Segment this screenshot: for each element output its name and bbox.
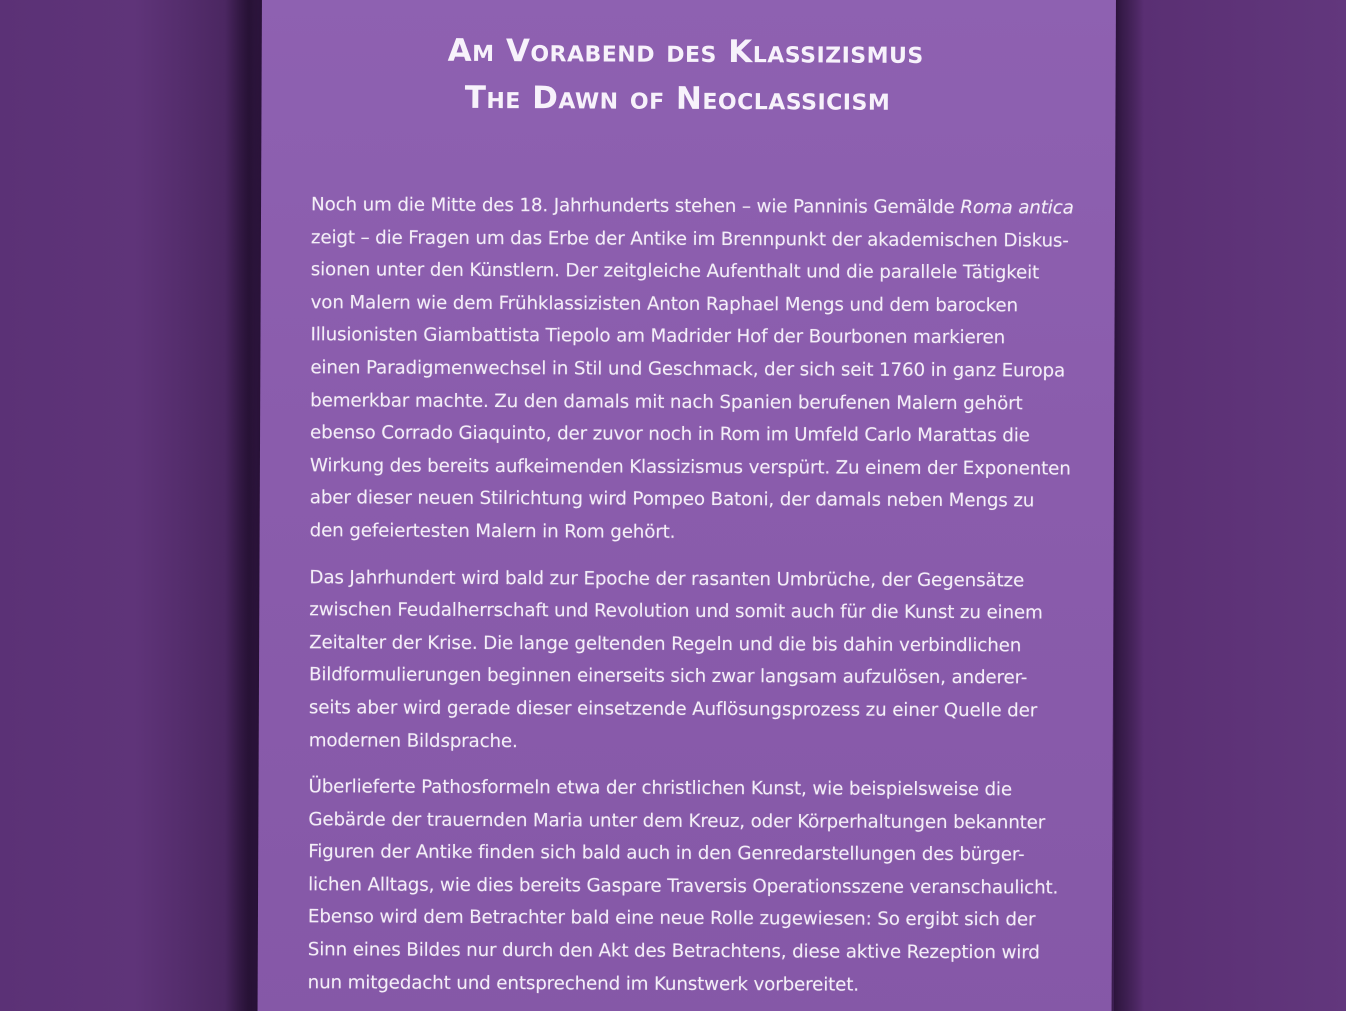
text-segment: Noch um die Mitte des 18. Jahrhunderts stehen – wie Panninis Gemälde bbox=[311, 194, 961, 219]
text-line: Ebenso wird dem Betrachter bald eine neue Rolle zugewiesen: So ergibt sich der bbox=[307, 906, 1036, 931]
paragraph-2 bbox=[309, 562, 1070, 761]
sign-titles bbox=[261, 30, 1115, 121]
text-line: sionen unter den Künstlern. Der zeitgleiche Aufenthalt und die parallele Tätigkeit bbox=[310, 259, 1040, 284]
text-line: zwischen Feudalherrschaft und Revolution und somit auch für die Kunst zu einem bbox=[309, 599, 1043, 624]
text-line: ebenso Corrado Giaquinto, der zuvor noch in Rom im Umfeld Carlo Marattas die bbox=[310, 422, 1030, 447]
text-line bbox=[311, 189, 1074, 225]
paragraph-3 bbox=[308, 771, 1069, 1002]
text-line: Wirkung des bereits aufkeimenden Klassizismus verspürt. Zu einem der Exponenten bbox=[309, 454, 1071, 480]
artwork-title: Roma antica bbox=[960, 197, 1074, 219]
text-line: zeigt – die Fragen um das Erbe der Antike im Brennpunkt der akademischen Diskus- bbox=[310, 226, 1069, 252]
text-line: bemerkbar machte. Zu den damals mit nach Spanien berufenen Malern gehört bbox=[310, 389, 1023, 414]
text-line: den gefeiertesten Malern in Rom gehört. bbox=[309, 520, 676, 543]
text-line: Sinn eines Bildes nur durch den Akt des Betrachtens, diese aktive Rezeption wird bbox=[307, 939, 1040, 964]
text-line: Das Jahrhundert wird bald zur Epoche der rasanten Umbrüche, der Gegensätze bbox=[309, 566, 1025, 591]
text-line: seits aber wird gerade dieser einsetzende Auflösungsprozess zu einer Quelle der bbox=[308, 697, 1038, 722]
text-line: Figuren der Antike finden sich bald auch in den Genredarstellungen des bürger- bbox=[308, 841, 1025, 866]
text-line: Bildformulierungen beginnen einerseits sich zwar langsam aufzulösen, anderer- bbox=[308, 664, 1028, 689]
text-line: aber dieser neuen Stilrichtung wird Pompeo Batoni, der damals neben Mengs zu bbox=[309, 487, 1035, 512]
paragraph-1 bbox=[310, 189, 1072, 551]
title-english: The Dawn of Neoclassicism bbox=[464, 79, 891, 118]
text-line: modernen Bildsprache. bbox=[308, 729, 518, 752]
museum-wall-sign bbox=[257, 0, 1116, 1011]
sign-body bbox=[308, 189, 1072, 1011]
text-line: Überlieferte Pathosformeln etwa der christlichen Kunst, wie beispielsweise die bbox=[308, 776, 1013, 801]
title-german: Am Vorabend des Klassizismus bbox=[447, 32, 924, 71]
text-line: Illusionisten Giambattista Tiepolo am Madrider Hof der Bourbonen markieren bbox=[310, 324, 1006, 349]
wall-shadow-right bbox=[1114, 0, 1144, 1011]
text-line: einen Paradigmenwechsel in Stil und Geschmack, der sich seit 1760 in ganz Europa bbox=[310, 357, 1066, 382]
text-line: Gebärde der trauernden Maria unter dem Kreuz, oder Körperhaltungen bekannter bbox=[308, 808, 1046, 834]
text-line: lichen Alltags, wie dies bereits Gaspare Traversis Operationsszene veranschaulicht. bbox=[308, 874, 1059, 899]
text-line: nun mitgedacht und entsprechend im Kunstwerk vorbereitet. bbox=[307, 971, 859, 996]
text-line: Zeitalter der Krise. Die lange geltenden Regeln und die bis dahin verbindlichen bbox=[309, 631, 1022, 657]
text-line: von Malern wie dem Frühklassizisten Anton Raphael Mengs und dem barocken bbox=[310, 291, 1019, 317]
